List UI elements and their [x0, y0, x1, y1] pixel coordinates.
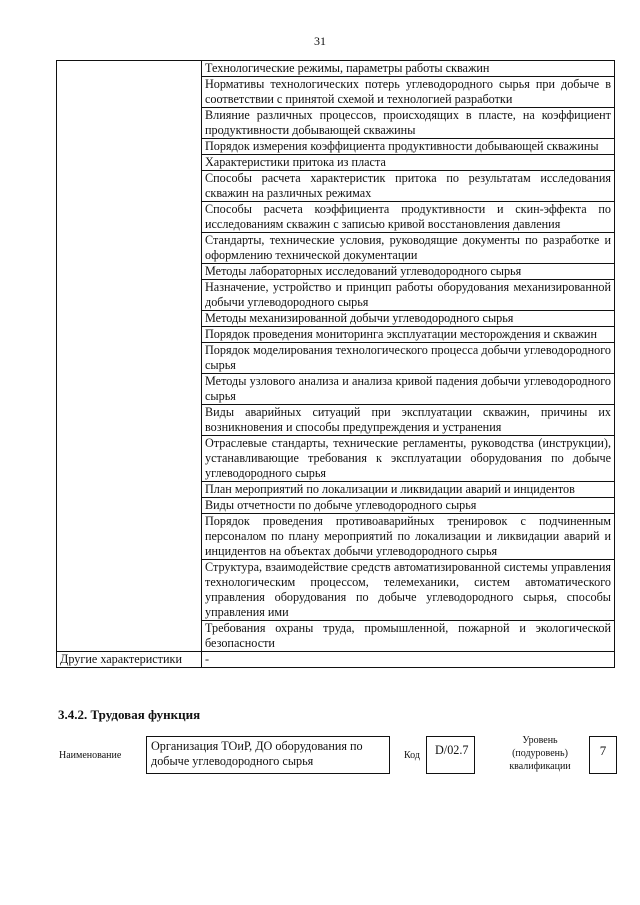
qualification-level-label: Уровень (подуровень) квалификации — [509, 735, 571, 772]
name-value: Организация ТОиР, ДО оборудования по добыче углеводородного сырья — [146, 736, 390, 774]
knowledge-table — [56, 60, 615, 668]
table-cell-label — [57, 621, 202, 652]
table-row — [57, 155, 615, 171]
table-cell-label — [57, 436, 202, 482]
table-cell-label — [57, 514, 202, 560]
table-row — [57, 374, 615, 405]
table-cell-label — [57, 139, 202, 155]
table-row — [57, 343, 615, 374]
table-cell-label — [57, 311, 202, 327]
table-row — [57, 280, 615, 311]
code-value: D/02.7 — [426, 736, 475, 774]
table-cell-label — [57, 343, 202, 374]
table-row — [57, 514, 615, 560]
table-cell-text: Порядок проведения мониторинга эксплуатации месторождения и скважин — [202, 327, 615, 343]
table-row — [57, 327, 615, 343]
section-heading: 3.4.2. Трудовая функция — [58, 707, 201, 722]
table-cell-label — [57, 171, 202, 202]
table-cell-text: Порядок моделирования технологического процесса добычи углеводородного сырья — [202, 343, 615, 374]
table-row — [57, 498, 615, 514]
table-cell-text: Стандарты, технические условия, руководящие документы по разработке и оформлению технической документации — [202, 233, 615, 264]
table-cell-text: Характеристики притока из пласта — [202, 155, 615, 171]
table-cell-text: Методы узлового анализа и анализа кривой падения добычи углеводородного сырья — [202, 374, 615, 405]
table-cell-text: Способы расчета коэффициента продуктивности и скин-эффекта по исследованиям скважин с записью кривой восстановления давления — [202, 202, 615, 233]
table-cell-label — [57, 374, 202, 405]
page-number: 31 — [314, 34, 326, 48]
code-label: Код — [404, 750, 420, 761]
table-cell-label — [57, 61, 202, 77]
table-row — [57, 108, 615, 139]
table-row — [57, 139, 615, 155]
table-cell-text: Назначение, устройство и принцип работы оборудования механизированной добычи углеводородного сырья — [202, 280, 615, 311]
table-cell-label — [57, 405, 202, 436]
table-row — [57, 264, 615, 280]
table-cell-text: Нормативы технологических потерь углеводородного сырья при добыче в соответствии с принятой схемой и технологией разработки — [202, 77, 615, 108]
other-characteristics-label: Другие характеристики — [57, 652, 202, 668]
table-cell-text: Требования охраны труда, промышленной, пожарной и экологической безопасности — [202, 621, 615, 652]
table-cell-label — [57, 560, 202, 621]
table-row — [57, 621, 615, 652]
table-row — [57, 405, 615, 436]
table-row — [57, 652, 615, 668]
table-cell-text: Порядок проведения противоаварийных тренировок с подчиненным персоналом по плану мероприятий по локализации и ликвидации аварий и инцидентов на объектах добычи углеводородного сырья — [202, 514, 615, 560]
table-row — [57, 61, 615, 77]
table-row — [57, 436, 615, 482]
other-characteristics-value: - — [202, 652, 615, 668]
table-row — [57, 202, 615, 233]
table-cell-label — [57, 280, 202, 311]
table-cell-text: Отраслевые стандарты, технические регламенты, руководства (инструкции), устанавливающие требования к эксплуатации оборудования по добыче углеводородного сырья — [202, 436, 615, 482]
table-cell-label — [57, 482, 202, 498]
table-cell-text: Технологические режимы, параметры работы скважин — [202, 61, 615, 77]
labor-function-header — [0, 734, 640, 784]
table-row — [57, 311, 615, 327]
table-row — [57, 171, 615, 202]
table-cell-text: Структура, взаимодействие средств автоматизированной системы управления технологическим процессом, телемеханики, систем автоматического управления оборудования по добыче углеводородного сырья, способы управления ими — [202, 560, 615, 621]
table-cell-label — [57, 264, 202, 280]
table-cell-text: Виды аварийных ситуаций при эксплуатации скважин, причины их возникновения и способы предупреждения и устранения — [202, 405, 615, 436]
table-row — [57, 482, 615, 498]
table-cell-label — [57, 155, 202, 171]
table-row — [57, 77, 615, 108]
table-cell-label — [57, 77, 202, 108]
table-cell-text: Влияние различных процессов, происходящих в пласте, на коэффициент продуктивности добывающей скважины — [202, 108, 615, 139]
table-cell-text: Виды отчетности по добыче углеводородного сырья — [202, 498, 615, 514]
qualification-level-value: 7 — [589, 736, 617, 774]
table-cell-label — [57, 327, 202, 343]
name-label: Наименование — [59, 750, 122, 761]
table-cell-text: План мероприятий по локализации и ликвидации аварий и инцидентов — [202, 482, 615, 498]
table-cell-label — [57, 233, 202, 264]
table-row — [57, 233, 615, 264]
table-row — [57, 560, 615, 621]
table-cell-label — [57, 498, 202, 514]
table-cell-text: Порядок измерения коэффициента продуктивности добывающей скважины — [202, 139, 615, 155]
table-cell-label — [57, 202, 202, 233]
table-cell-label — [57, 108, 202, 139]
table-cell-text: Способы расчета характеристик притока по результатам исследования скважин на различных режимах — [202, 171, 615, 202]
table-cell-text: Методы лабораторных исследований углеводородного сырья — [202, 264, 615, 280]
table-cell-text: Методы механизированной добычи углеводородного сырья — [202, 311, 615, 327]
